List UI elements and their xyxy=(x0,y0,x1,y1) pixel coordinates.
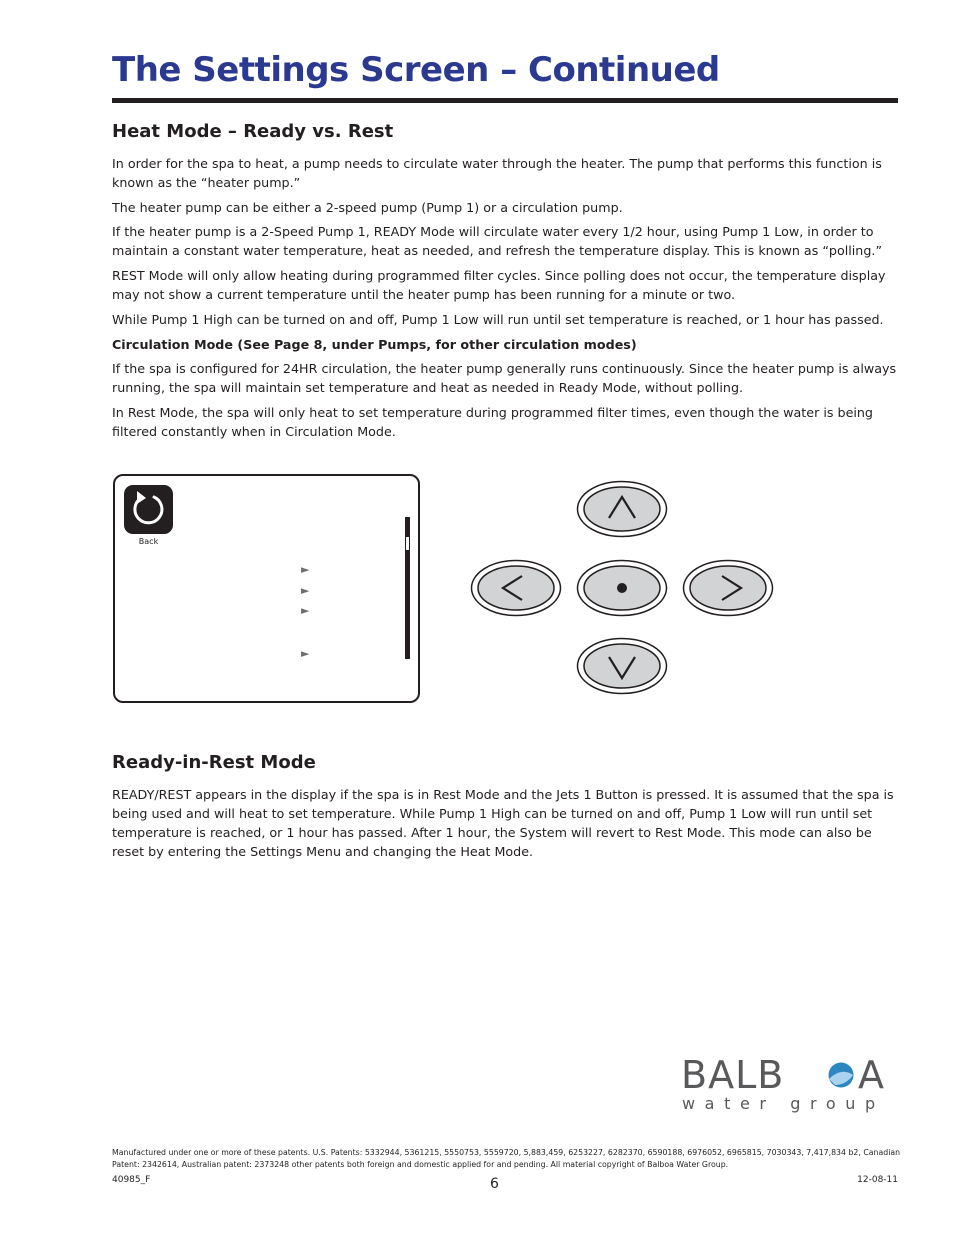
balboa-logo xyxy=(680,1052,902,1117)
menu-arrow-icon[interactable]: ► xyxy=(301,647,310,660)
paragraph: If the heater pump is a 2-Speed Pump 1, READY Mode will circulate water every 1/2 hour, using Pump 1 Low, in order to maintain a constant water temperature, heat as needed, and refresh the temperature display. This is known as “polling.” xyxy=(112,224,883,258)
paragraph: In order for the spa to heat, a pump needs to circulate water through the heater. The pump that performs this function is known as the “heater pump.” xyxy=(112,156,882,190)
menu-arrow-icon[interactable]: ► xyxy=(301,563,310,576)
patent-notice: Manufactured under one or more of these patents. U.S. Patents: 5332944, 5361215, 5550753, 5559720, 5,883,459, 6253227, 6282370, 6590188, 6976052, 6965815, 7030343, 7,417,834 b2, Canadian Patent: 2342614, Australian patent: 2373248 other patents both foreign and domestic applied for and pending. All material copyright of Balboa Water Group. xyxy=(112,1148,901,1169)
svg-text:BALB: BALB xyxy=(681,1053,785,1097)
circulation-mode-heading: Circulation Mode (See Page 8, under Pumps, for other circulation modes) xyxy=(112,337,637,352)
paragraph: The heater pump can be either a 2-speed pump (Pump 1) or a circulation pump. xyxy=(112,200,623,215)
page-title: The Settings Screen – Continued xyxy=(112,50,720,90)
svg-text:A: A xyxy=(858,1053,884,1097)
document-date: 12-08-11 xyxy=(857,1175,898,1185)
page-number: 6 xyxy=(490,1176,499,1192)
menu-arrow-icon[interactable]: ► xyxy=(301,584,310,597)
paragraph: If the spa is configured for 24HR circulation, the heater pump generally runs continuously. Since the heater pump is always running, the spa will maintain set temperature and heat as needed in Ready Mode, without polling. xyxy=(112,361,897,395)
menu-arrow-icon[interactable]: ► xyxy=(301,604,310,617)
select-button[interactable] xyxy=(576,559,668,617)
paragraph: In Rest Mode, the spa will only heat to set temperature during programmed filter times, even though the water is being filtered constantly when in Circulation Mode. xyxy=(112,405,873,439)
paragraph: REST Mode will only allow heating during programmed filter cycles. Since polling does not occur, the temperature display may not show a current temperature until the heater pump has been running for a minute or two. xyxy=(112,268,886,302)
back-button[interactable] xyxy=(124,485,173,534)
document-number: 40985_F xyxy=(112,1175,151,1185)
right-button[interactable] xyxy=(682,559,774,617)
dot-icon xyxy=(617,583,627,593)
heat-mode-heading: Heat Mode – Ready vs. Rest xyxy=(112,121,394,142)
down-button[interactable] xyxy=(576,637,668,695)
scrollbar[interactable] xyxy=(405,517,410,659)
ready-in-rest-heading: Ready-in-Rest Mode xyxy=(112,752,316,773)
paragraph: While Pump 1 High can be turned on and off, Pump 1 Low will run until set temperature is reached, or 1 hour has passed. xyxy=(112,312,884,327)
logo-subtitle: water group xyxy=(682,1094,885,1113)
control-pad xyxy=(470,480,780,698)
settings-display xyxy=(113,474,420,703)
up-button[interactable] xyxy=(576,480,668,538)
paragraph: READY/REST appears in the display if the spa is in Rest Mode and the Jets 1 Button is pressed. It is assumed that the spa is being used and will heat to set temperature. While Pump 1 High can be turned on and off, Pump 1 Low will run until set temperature is reached, or 1 hour has passed. After 1 hour, the System will revert to Rest Mode. This mode can also be reset by entering the Settings Menu and changing the Heat Mode. xyxy=(112,787,894,859)
counterclockwise-arrow-icon xyxy=(124,485,173,534)
left-button[interactable] xyxy=(470,559,562,617)
back-label: Back xyxy=(138,537,159,546)
title-rule xyxy=(112,98,898,103)
scrollbar-thumb[interactable] xyxy=(406,537,409,550)
